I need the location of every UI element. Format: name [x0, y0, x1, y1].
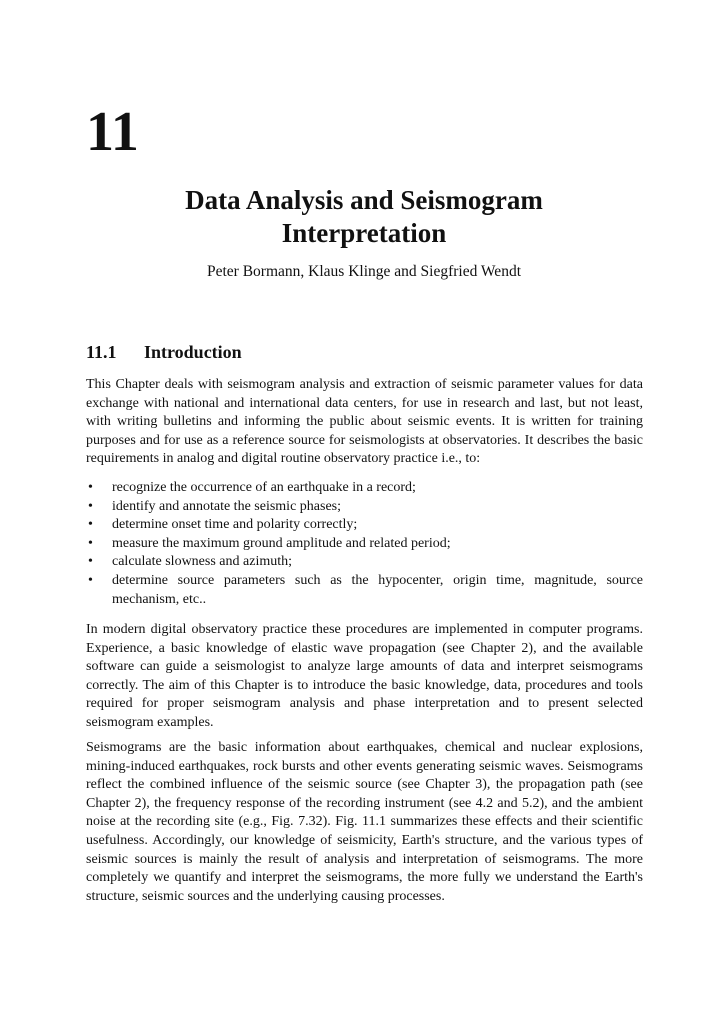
chapter-authors: Peter Bormann, Klaus Klinge and Siegfried Wendt: [207, 263, 521, 280]
chapter-title-line-1: Data Analysis and Seismogram: [185, 185, 543, 215]
list-item-text: determine source parameters such as the hypocenter, origin time, magnitude, source mechanism, etc..: [112, 572, 643, 607]
bullet-icon: •: [88, 480, 93, 495]
paragraph-intro: This Chapter deals with seismogram analysis and extraction of seismic parameter values for data exchange with national and international data centers, for use in research and last, but not least, with writing bulletins and informing the public about seismic events. It is written for training purposes and for use as a reference source for seismologists at observatories. It describes the basic requirements in analog and digital routine observatory practice i.e., to:: [86, 377, 643, 467]
list-item: [86, 479, 643, 498]
list-item: [86, 535, 643, 554]
bullet-icon: •: [88, 572, 93, 588]
section-heading: [86, 340, 242, 364]
section-number: 11.1: [86, 342, 117, 362]
list-item: [86, 516, 643, 535]
list-item: [86, 553, 643, 572]
chapter-title-line-2: Interpretation: [281, 218, 447, 248]
list-item: [86, 572, 643, 609]
bullet-icon: •: [88, 535, 93, 551]
paragraph-seismograms: Seismograms are the basic information about earthquakes, chemical and nuclear explosions, mining-induced earthquakes, rock bursts and other events generating seismic waves. Seismograms reflect the combined influence of the seismic source (see Chapter 3), the propagation path (see Chapter 2), the frequency response of the recording instrument (see 4.2 and 5.2), and the ambient noise at the recording site (e.g., Fig. 7.32). Fig. 11.1 summarizes these effects and their scientific usefulness. Accordingly, our knowledge of seismicity, Earth's structure, and the various types of seismic sources is mainly the result of analysis and interpretation of seismograms. The more completely we quantify and interpret the seismograms, the more fully we understand the Earth's structure, seismic sources and the underlying causing processes.: [86, 740, 643, 904]
list-item-text: recognize the occurrence of an earthquake in a record;: [112, 480, 416, 495]
list-item-text: identify and annotate the seismic phases;: [112, 498, 341, 514]
list-item: [86, 498, 643, 517]
task-list: [86, 479, 643, 609]
list-item-text: determine onset time and polarity correctly;: [112, 517, 358, 533]
section-title: Introduction: [144, 342, 242, 362]
paragraph-digital-practice: In modern digital observatory practice these procedures are implemented in computer programs. Experience, a basic knowledge of elastic wave propagation (see Chapter 2), and the available software can guide a seismologist to analyze large amounts of data and interpret seismograms correctly. The aim of this Chapter is to introduce the basic knowledge, data, procedures and tools required for proper seismogram analysis and phase interpretation and to present selected seismogram examples.: [86, 622, 643, 730]
bullet-icon: •: [88, 517, 93, 533]
chapter-title: [100, 184, 628, 250]
bullet-icon: •: [88, 498, 93, 514]
bullet-icon: •: [88, 554, 93, 570]
list-item-text: measure the maximum ground amplitude and related period;: [112, 535, 451, 551]
chapter-number: 11: [86, 101, 139, 163]
list-item-text: calculate slowness and azimuth;: [112, 554, 292, 570]
